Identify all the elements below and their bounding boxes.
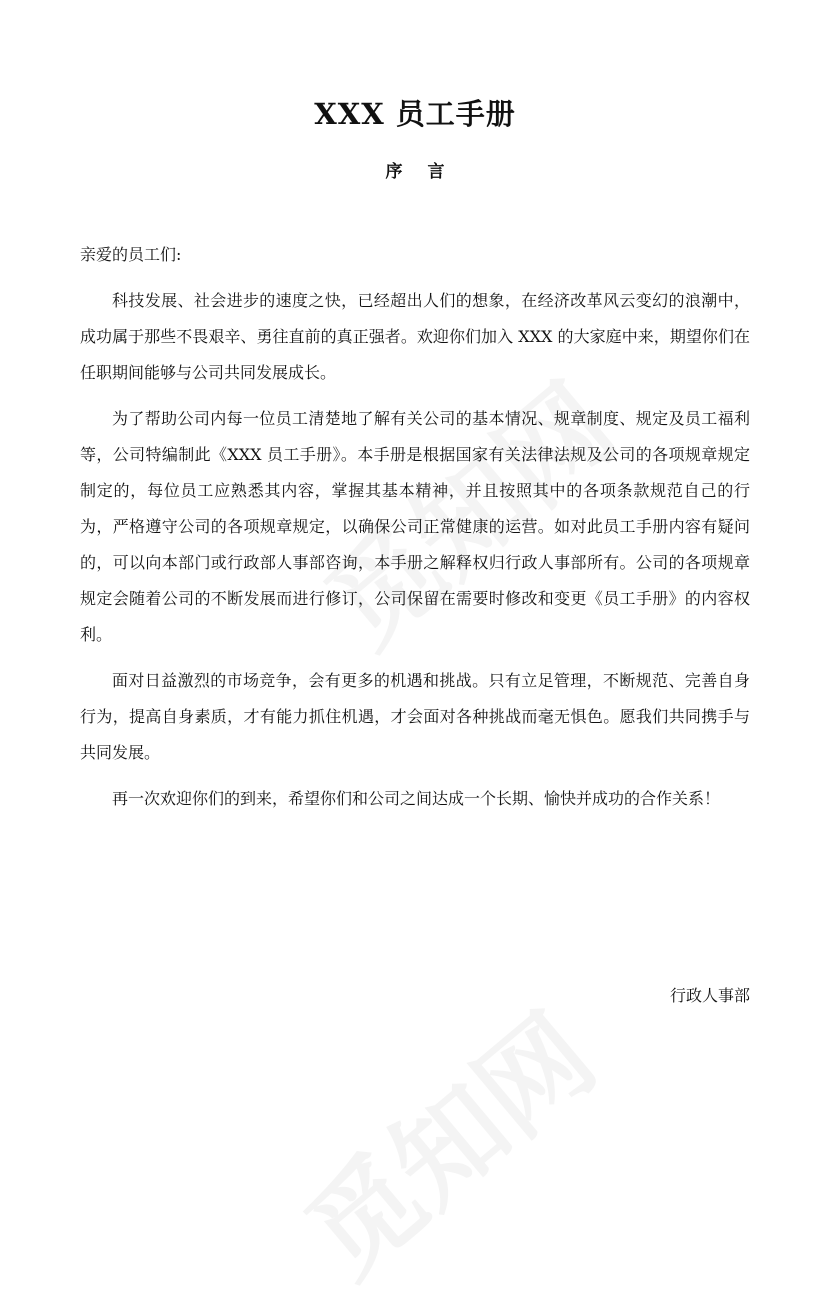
- preface-heading: 序言: [385, 162, 470, 182]
- signature-department: 行政人事部: [669, 986, 750, 1005]
- document-title: XXX 员工手册: [314, 97, 516, 131]
- watermark-logo-bottom: [268, 972, 622, 1305]
- paragraph-purpose: 为了帮助公司内每一位员工清楚地了解有关公司的基本情况、规章制度、规定及员工福利等，公司特编制此《XXX 员工手册》。本手册是根据国家有关法律法规及公司的各项规章规定制定的，每位员工应熟悉其内容，掌握其基本精神，并且按照其中的各项条款规范自己的行为，严格遵守公司的各项规章规定，以确保公司正常健康的运营。如对此员工手册内容有疑问的，可以向本部门或行政部人事部咨询，本手册之解释权归行政人事部所有。公司的各项规章规定会随着公司的不断发展而进行修订，公司保留在需要时修改和变更《员工手册》的内容权利。: [80, 409, 750, 644]
- paragraph-outlook: 面对日益激烈的市场竞争，会有更多的机遇和挑战。只有立足管理，不断规范、完善自身行为，提高自身素质，才有能力抓住机遇，才会面对各种挑战而毫无惧色。愿我们共同携手与共同发展。: [80, 671, 750, 762]
- paragraph-intro: 科技发展、社会进步的速度之快，已经超出人们的想象，在经济改革风云变幻的浪潮中，成功属于那些不畏艰辛、勇往直前的真正强者。欢迎你们加入 XXX 的大家庭中来，期望你们在任职期间能够与公司共同发展成长。: [80, 291, 750, 382]
- greeting-line: 亲爱的员工们:: [80, 245, 182, 264]
- preface-body: [80, 283, 750, 827]
- paragraph-welcome: 再一次欢迎你们的到来，希望你们和公司之间达成一个长期、愉快并成功的合作关系！: [112, 789, 721, 808]
